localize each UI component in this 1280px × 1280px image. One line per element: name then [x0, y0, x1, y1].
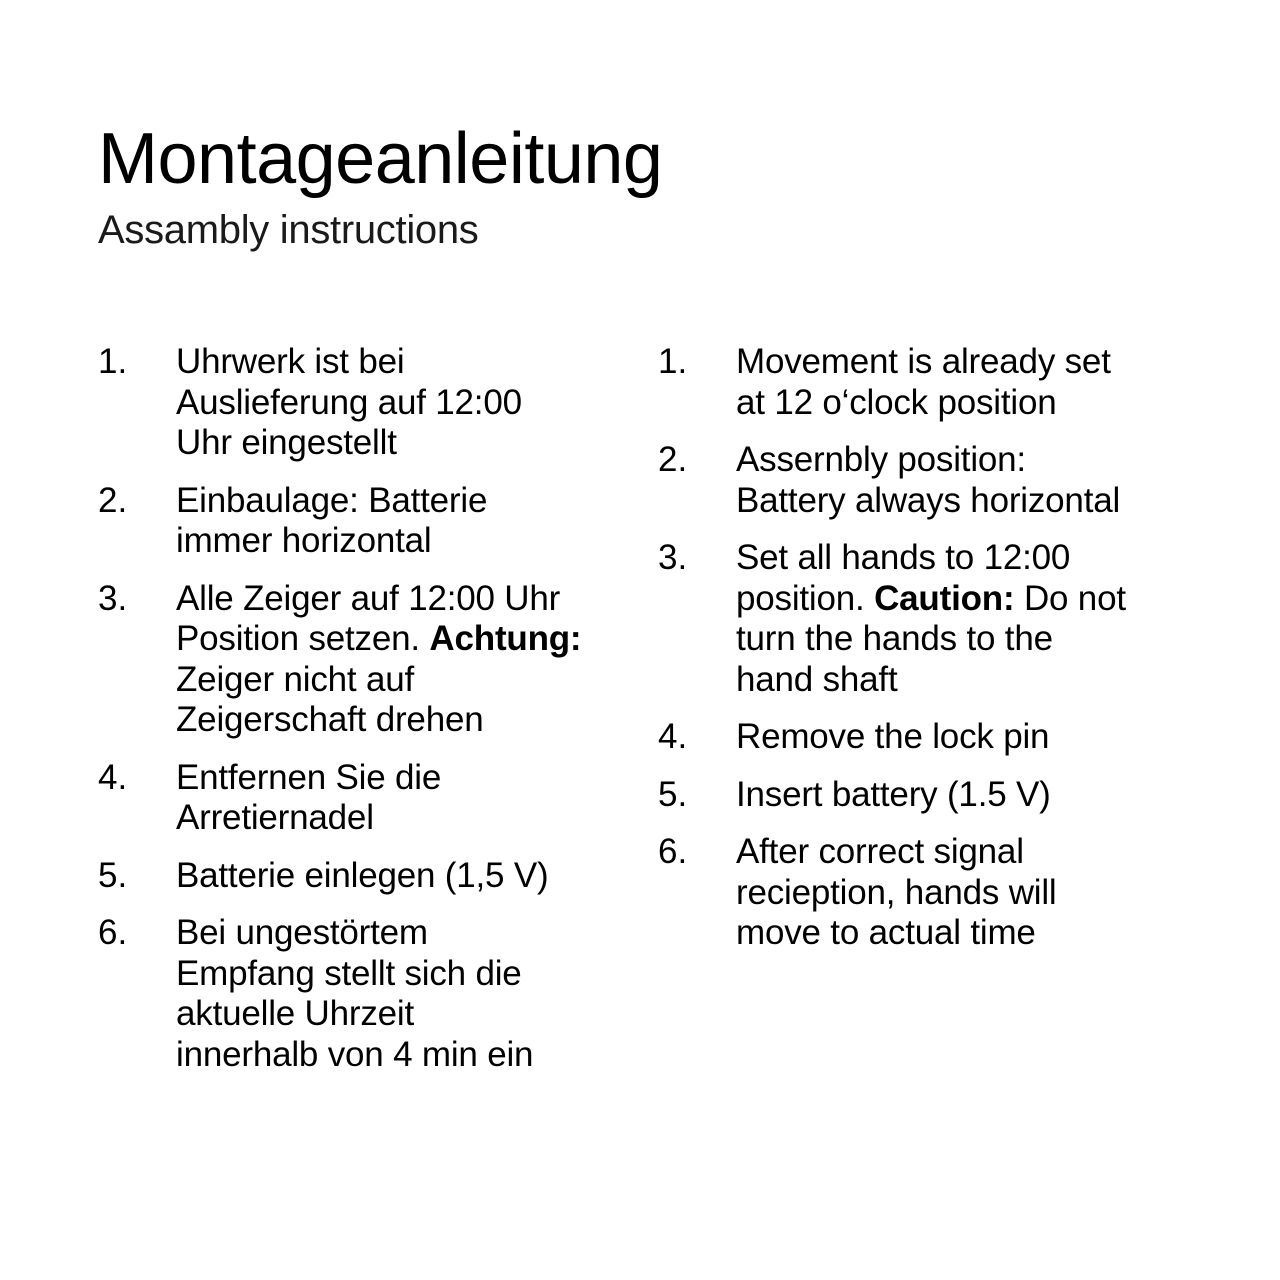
list-item	[98, 913, 638, 1075]
item-number: 1.	[658, 342, 688, 381]
item-number: 1.	[98, 342, 128, 381]
list-item	[98, 579, 638, 741]
item-text: Remove the lock pin	[736, 717, 1050, 756]
item-text: Movement is already set at 12 o‘clock position	[736, 342, 1111, 422]
item-text: Uhrwerk ist bei Auslieferung auf 12:00 Uhr eingestellt	[176, 342, 522, 462]
list-item	[98, 856, 638, 897]
item-number: 4.	[658, 717, 688, 756]
english-instructions-list	[658, 342, 1218, 971]
item-text: Alle Zeiger auf 12:00 Uhr Position setzen. Achtung: Zeiger nicht auf Zeigerschaft drehen	[176, 578, 582, 739]
item-number: 2.	[658, 440, 688, 479]
item-text: Einbaulage: Batterie immer horizontal	[176, 480, 488, 560]
item-text: Bei ungestörtem Empfang stellt sich die aktuelle Uhrzeit innerhalb von 4 min ein	[176, 913, 534, 1074]
list-item	[98, 342, 638, 464]
list-item	[98, 758, 638, 839]
list-item	[658, 775, 1218, 816]
warning-label: Achtung:	[429, 619, 582, 658]
item-text: After correct signal recieption, hands will move to actual time	[736, 832, 1057, 952]
item-text: Batterie einlegen (1,5 V)	[176, 855, 549, 895]
item-text: Assernbly position: Battery always horizontal	[736, 440, 1121, 520]
item-number: 5.	[98, 855, 128, 895]
list-item	[98, 481, 638, 562]
warning-label: Caution:	[874, 578, 1015, 618]
list-item	[658, 832, 1218, 954]
item-text: Insert battery (1.5 V)	[736, 774, 1051, 814]
german-instructions-list	[98, 342, 638, 1092]
item-number: 4.	[98, 757, 128, 797]
list-item	[658, 717, 1218, 758]
item-text: Set all hands to 12:00 position. Caution: Do not turn the hands to the hand shaft	[736, 538, 1126, 699]
item-number: 5.	[658, 774, 688, 814]
item-number: 2.	[98, 480, 128, 520]
item-number: 3.	[658, 538, 688, 577]
page-title: Montageanleitung	[98, 119, 663, 199]
item-number: 3.	[98, 578, 128, 618]
item-number: 6.	[98, 913, 128, 952]
list-item	[658, 440, 1218, 521]
item-text: Entfernen Sie die Arretiernadel	[176, 757, 442, 837]
page-subtitle: Assambly instructions	[98, 208, 479, 252]
item-number: 6.	[658, 832, 688, 871]
list-item	[658, 538, 1218, 700]
list-item	[658, 342, 1218, 423]
